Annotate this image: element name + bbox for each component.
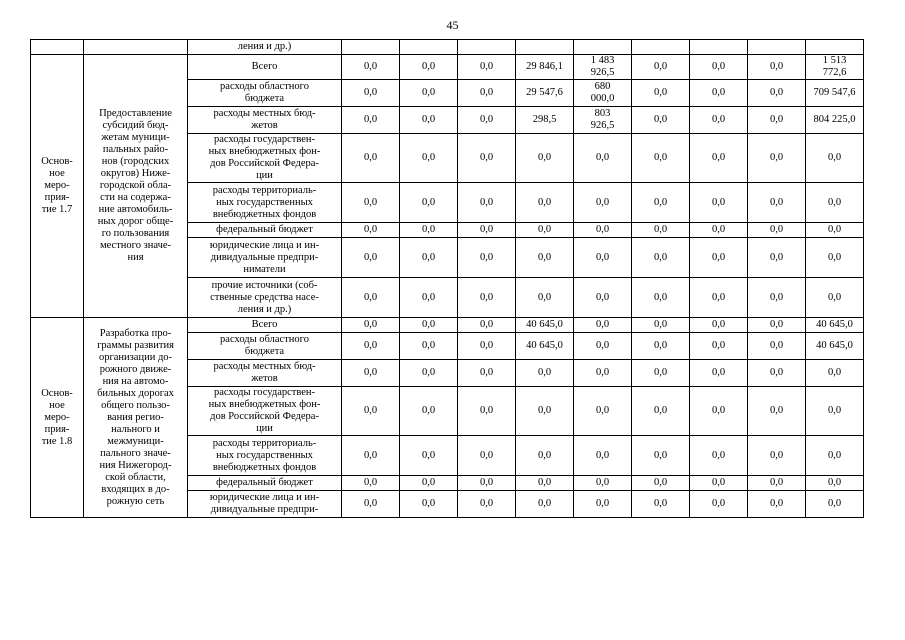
- value-cell: 0,0: [748, 476, 806, 491]
- budget-table: [30, 39, 864, 518]
- value-cell: 0,0: [400, 318, 458, 333]
- value-cell: 0,0: [458, 360, 516, 387]
- value-cell: 0,0: [574, 134, 632, 183]
- value-cell: 0,0: [458, 55, 516, 80]
- value-cell: 0,0: [632, 476, 690, 491]
- value-cell: 0,0: [342, 107, 400, 134]
- value-cell: 0,0: [690, 318, 748, 333]
- value-cell: 0,0: [690, 436, 748, 476]
- value-cell: 0,0: [458, 387, 516, 436]
- value-cell: 0,0: [400, 80, 458, 107]
- value-cell: 0,0: [690, 55, 748, 80]
- value-cell: 709 547,6: [806, 80, 864, 107]
- value-cell: 0,0: [632, 436, 690, 476]
- value-cell: 0,0: [632, 318, 690, 333]
- value-cell: 0,0: [342, 387, 400, 436]
- value-cell: 0,0: [342, 238, 400, 278]
- value-cell: 0,0: [806, 476, 864, 491]
- value-cell: 0,0: [748, 360, 806, 387]
- value-cell: 0,0: [458, 134, 516, 183]
- value-cell: 0,0: [458, 80, 516, 107]
- value-cell: 40 645,0: [806, 318, 864, 333]
- value-cell: 0,0: [632, 333, 690, 360]
- value-cell: 0,0: [748, 107, 806, 134]
- source-cell: ления и др.): [188, 40, 342, 55]
- value-cell: 29 846,1: [516, 55, 574, 80]
- value-cell: 0,0: [748, 278, 806, 318]
- value-cell: 0,0: [516, 436, 574, 476]
- value-cell: 0,0: [748, 436, 806, 476]
- value-cell: 0,0: [458, 436, 516, 476]
- table-row: [31, 40, 864, 55]
- value-cell: 0,0: [690, 183, 748, 223]
- value-cell: 0,0: [342, 183, 400, 223]
- value-cell: 0,0: [400, 387, 458, 436]
- value-cell: 0,0: [574, 476, 632, 491]
- value-cell: 0,0: [458, 318, 516, 333]
- value-cell: 1 513 772,6: [806, 55, 864, 80]
- value-cell: 804 225,0: [806, 107, 864, 134]
- source-cell: расходы областного бюджета: [188, 80, 342, 107]
- value-cell: 0,0: [690, 278, 748, 318]
- value-cell: 680 000,0: [574, 80, 632, 107]
- value-cell: 0,0: [574, 238, 632, 278]
- value-cell: [632, 40, 690, 55]
- table-body: [31, 40, 864, 518]
- value-cell: 0,0: [400, 491, 458, 518]
- value-cell: 0,0: [516, 183, 574, 223]
- value-cell: 0,0: [400, 278, 458, 318]
- value-cell: 0,0: [516, 278, 574, 318]
- value-cell: 0,0: [458, 107, 516, 134]
- value-cell: [342, 40, 400, 55]
- value-cell: 0,0: [458, 223, 516, 238]
- source-cell: расходы областного бюджета: [188, 333, 342, 360]
- table-row: [31, 55, 864, 80]
- measure-name-cell: Основ- ное меро- прия- тие 1.7: [31, 55, 84, 318]
- value-cell: [400, 40, 458, 55]
- value-cell: 0,0: [400, 238, 458, 278]
- value-cell: 0,0: [400, 183, 458, 223]
- value-cell: 0,0: [574, 387, 632, 436]
- measure-description-cell: Предоставление субсидий бюд- жетам муници- пальных райо- нов (городских округов) Ниже- городской обла- сти на содержа- ние автомобиль- ных дорог обще- го пользования местного значе- ния: [84, 55, 188, 318]
- value-cell: 0,0: [458, 278, 516, 318]
- value-cell: 40 645,0: [516, 318, 574, 333]
- value-cell: 803 926,5: [574, 107, 632, 134]
- value-cell: [748, 40, 806, 55]
- value-cell: 0,0: [400, 333, 458, 360]
- value-cell: 0,0: [632, 134, 690, 183]
- value-cell: 0,0: [342, 278, 400, 318]
- source-cell: Всего: [188, 318, 342, 333]
- source-cell: расходы территориаль- ных государственных внебюджетных фондов: [188, 436, 342, 476]
- value-cell: 0,0: [342, 333, 400, 360]
- value-cell: 0,0: [342, 476, 400, 491]
- value-cell: 0,0: [516, 491, 574, 518]
- value-cell: 0,0: [632, 491, 690, 518]
- value-cell: 1 483 926,5: [574, 55, 632, 80]
- value-cell: [806, 40, 864, 55]
- value-cell: 0,0: [806, 278, 864, 318]
- value-cell: 0,0: [806, 491, 864, 518]
- value-cell: 0,0: [806, 436, 864, 476]
- page-number: 45: [446, 18, 459, 32]
- value-cell: 0,0: [748, 55, 806, 80]
- value-cell: 0,0: [632, 278, 690, 318]
- source-cell: прочие источники (соб- ственные средства насе- ления и др.): [188, 278, 342, 318]
- value-cell: [458, 40, 516, 55]
- value-cell: 0,0: [690, 223, 748, 238]
- value-cell: 0,0: [574, 333, 632, 360]
- source-cell: федеральный бюджет: [188, 476, 342, 491]
- value-cell: [516, 40, 574, 55]
- value-cell: 0,0: [806, 183, 864, 223]
- measure-description-cell: [84, 40, 188, 55]
- value-cell: 0,0: [458, 491, 516, 518]
- value-cell: 0,0: [574, 278, 632, 318]
- value-cell: 0,0: [458, 333, 516, 360]
- source-cell: юридические лица и ин- дивидуальные предпри-: [188, 491, 342, 518]
- value-cell: 0,0: [400, 55, 458, 80]
- value-cell: 0,0: [748, 333, 806, 360]
- value-cell: 29 547,6: [516, 80, 574, 107]
- value-cell: 0,0: [690, 387, 748, 436]
- value-cell: 0,0: [748, 223, 806, 238]
- source-cell: расходы территориаль- ных государственных внебюджетных фондов: [188, 183, 342, 223]
- source-cell: расходы местных бюд- жетов: [188, 360, 342, 387]
- value-cell: 0,0: [400, 476, 458, 491]
- source-cell: расходы местных бюд- жетов: [188, 107, 342, 134]
- value-cell: 0,0: [342, 436, 400, 476]
- value-cell: 0,0: [342, 223, 400, 238]
- measure-description-cell: Разработка про- граммы развития организации до- рожного движе- ния на автомо- бильных дорогах общего пользо- вания регио- нального и межмуници- пального значе- ния Нижегород- ской области, входящих в до- рожную сеть: [84, 318, 188, 518]
- value-cell: 0,0: [806, 387, 864, 436]
- value-cell: 0,0: [806, 238, 864, 278]
- value-cell: 0,0: [342, 318, 400, 333]
- value-cell: 0,0: [574, 436, 632, 476]
- value-cell: 0,0: [690, 134, 748, 183]
- value-cell: 0,0: [690, 80, 748, 107]
- value-cell: 0,0: [690, 491, 748, 518]
- value-cell: 0,0: [400, 107, 458, 134]
- value-cell: 0,0: [632, 80, 690, 107]
- value-cell: 0,0: [806, 134, 864, 183]
- value-cell: 0,0: [690, 360, 748, 387]
- value-cell: 0,0: [574, 491, 632, 518]
- value-cell: 0,0: [806, 223, 864, 238]
- value-cell: 0,0: [632, 183, 690, 223]
- value-cell: 0,0: [690, 238, 748, 278]
- value-cell: 0,0: [748, 80, 806, 107]
- value-cell: 0,0: [632, 223, 690, 238]
- value-cell: 0,0: [516, 476, 574, 491]
- value-cell: 0,0: [342, 360, 400, 387]
- value-cell: 0,0: [748, 491, 806, 518]
- source-cell: Всего: [188, 55, 342, 80]
- value-cell: 0,0: [400, 360, 458, 387]
- table-row: [31, 318, 864, 333]
- value-cell: 0,0: [516, 387, 574, 436]
- value-cell: 40 645,0: [806, 333, 864, 360]
- value-cell: 0,0: [632, 107, 690, 134]
- measure-name-cell: Основ- ное меро- прия- тие 1.8: [31, 318, 84, 518]
- measure-name-cell: [31, 40, 84, 55]
- value-cell: 0,0: [574, 223, 632, 238]
- value-cell: 0,0: [748, 238, 806, 278]
- value-cell: 0,0: [632, 55, 690, 80]
- value-cell: 0,0: [806, 360, 864, 387]
- value-cell: 0,0: [516, 238, 574, 278]
- value-cell: 298,5: [516, 107, 574, 134]
- value-cell: 0,0: [342, 80, 400, 107]
- value-cell: 0,0: [748, 387, 806, 436]
- value-cell: 0,0: [516, 134, 574, 183]
- source-cell: расходы государствен- ных внебюджетных фон- дов Российской Федера- ции: [188, 387, 342, 436]
- value-cell: 40 645,0: [516, 333, 574, 360]
- value-cell: 0,0: [574, 318, 632, 333]
- value-cell: 0,0: [400, 223, 458, 238]
- value-cell: 0,0: [690, 476, 748, 491]
- value-cell: 0,0: [400, 436, 458, 476]
- value-cell: 0,0: [748, 134, 806, 183]
- value-cell: 0,0: [690, 107, 748, 134]
- value-cell: 0,0: [516, 360, 574, 387]
- value-cell: 0,0: [574, 183, 632, 223]
- value-cell: 0,0: [458, 183, 516, 223]
- value-cell: 0,0: [342, 55, 400, 80]
- value-cell: [574, 40, 632, 55]
- source-cell: юридические лица и ин- дивидуальные предпри- ниматели: [188, 238, 342, 278]
- value-cell: 0,0: [632, 238, 690, 278]
- value-cell: 0,0: [632, 360, 690, 387]
- value-cell: 0,0: [400, 134, 458, 183]
- value-cell: 0,0: [342, 134, 400, 183]
- value-cell: 0,0: [574, 360, 632, 387]
- value-cell: 0,0: [748, 318, 806, 333]
- source-cell: расходы государствен- ных внебюджетных фон- дов Российской Федера- ции: [188, 134, 342, 183]
- source-cell: федеральный бюджет: [188, 223, 342, 238]
- value-cell: 0,0: [342, 491, 400, 518]
- value-cell: 0,0: [458, 476, 516, 491]
- value-cell: 0,0: [748, 183, 806, 223]
- value-cell: 0,0: [632, 387, 690, 436]
- value-cell: 0,0: [516, 223, 574, 238]
- value-cell: [690, 40, 748, 55]
- value-cell: 0,0: [690, 333, 748, 360]
- value-cell: 0,0: [458, 238, 516, 278]
